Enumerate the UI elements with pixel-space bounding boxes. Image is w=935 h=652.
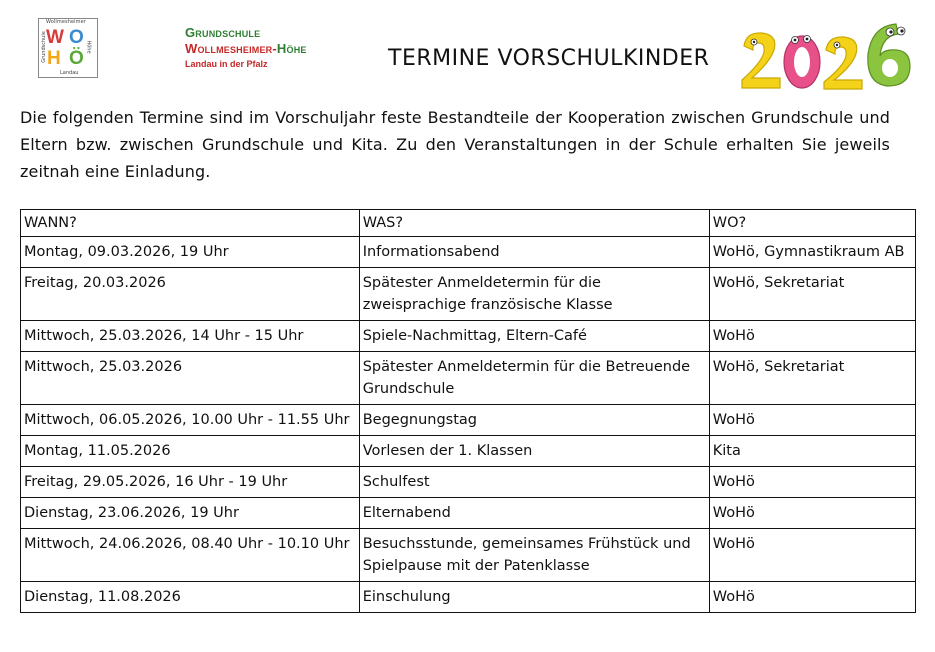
cell-what: Vorlesen der 1. Klassen [359,436,709,467]
logo-letter-h: H [47,48,61,69]
cell-what: Begegnungstag [359,405,709,436]
cell-when: Montag, 09.03.2026, 19 Uhr [21,237,360,268]
table-row [21,352,916,405]
table-row [21,268,916,321]
digit-2-yellow [742,33,780,88]
cell-when: Mittwoch, 06.05.2026, 10.00 Uhr - 11.55 Uhr [21,405,360,436]
logo-letter-o: O [69,27,84,48]
school-name-line1: Grundschule [185,25,261,40]
cell-where: Kita [709,436,915,467]
cell-where: WoHö, Sekretariat [709,268,915,321]
digit-0-pink [784,36,820,89]
cell-when: Dienstag, 11.08.2026 [21,582,360,613]
digit-2b-yellow [824,37,862,89]
page-title: TERMINE VORSCHULKINDER [388,46,710,71]
table-row [21,405,916,436]
logo-top-text: Wollmesheimer [46,19,86,25]
cell-where: WoHö [709,529,915,582]
school-name [185,25,307,71]
table-row [21,498,916,529]
cell-what: Spätester Anmeldetermin für die Betreuende Grundschule [359,352,709,405]
school-logo [38,18,98,78]
cell-when: Mittwoch, 25.03.2026, 14 Uhr - 15 Uhr [21,321,360,352]
table-row [21,321,916,352]
cell-when: Freitag, 29.05.2026, 16 Uhr - 19 Uhr [21,467,360,498]
intro-paragraph: Die folgenden Termine sind im Vorschuljahr feste Bestandteile der Kooperation zwischen Grundschule und Eltern bzw. zwischen Grundschule und Kita. Zu den Veranstaltungen in der Schule erhalten Sie jeweils zeitnah eine Einladung. [20,108,890,181]
cell-what: Spätester Anmeldetermin für die zweisprachige französische Klasse [359,268,709,321]
logo-side-left-text: Grundschule [40,31,47,63]
cell-when: Dienstag, 23.06.2026, 19 Uhr [21,498,360,529]
cell-where: WoHö [709,498,915,529]
cell-what: Informationsabend [359,237,709,268]
header-when: WANN? [21,210,360,237]
appointments-table [20,209,916,613]
cell-what: Schulfest [359,467,709,498]
school-name-line3: Landau in der Pfalz [185,59,268,69]
digit-6-green [868,24,910,86]
logo-letter-oe: Ö [69,48,84,69]
cell-where: WoHö [709,582,915,613]
year-2026-logo [740,12,915,92]
logo-letter-w: W [46,27,64,48]
cell-where: WoHö, Sekretariat [709,352,915,405]
cell-what: Elternabend [359,498,709,529]
logo-bottom-text: Landau [60,70,79,76]
school-name-line2: Wollmesheimer-Höhe [185,41,307,56]
table-header-row [21,210,916,237]
table-row [21,467,916,498]
cell-when: Freitag, 20.03.2026 [21,268,360,321]
cell-where: WoHö, Gymnastikraum AB [709,237,915,268]
table-row [21,582,916,613]
table-row [21,529,916,582]
cell-what: Einschulung [359,582,709,613]
cell-what: Besuchsstunde, gemeinsames Frühstück und Spielpause mit der Patenklasse [359,529,709,582]
table-row [21,436,916,467]
cell-when: Montag, 11.05.2026 [21,436,360,467]
cell-what: Spiele-Nachmittag, Eltern-Café [359,321,709,352]
cell-where: WoHö [709,405,915,436]
cell-when: Mittwoch, 24.06.2026, 08.40 Uhr - 10.10 Uhr [21,529,360,582]
table-row [21,237,916,268]
cell-where: WoHö [709,321,915,352]
cell-when: Mittwoch, 25.03.2026 [21,352,360,405]
header-where: WO? [709,210,915,237]
logo-side-right-text: Höhe [85,40,92,54]
header-what: WAS? [359,210,709,237]
cell-where: WoHö [709,467,915,498]
